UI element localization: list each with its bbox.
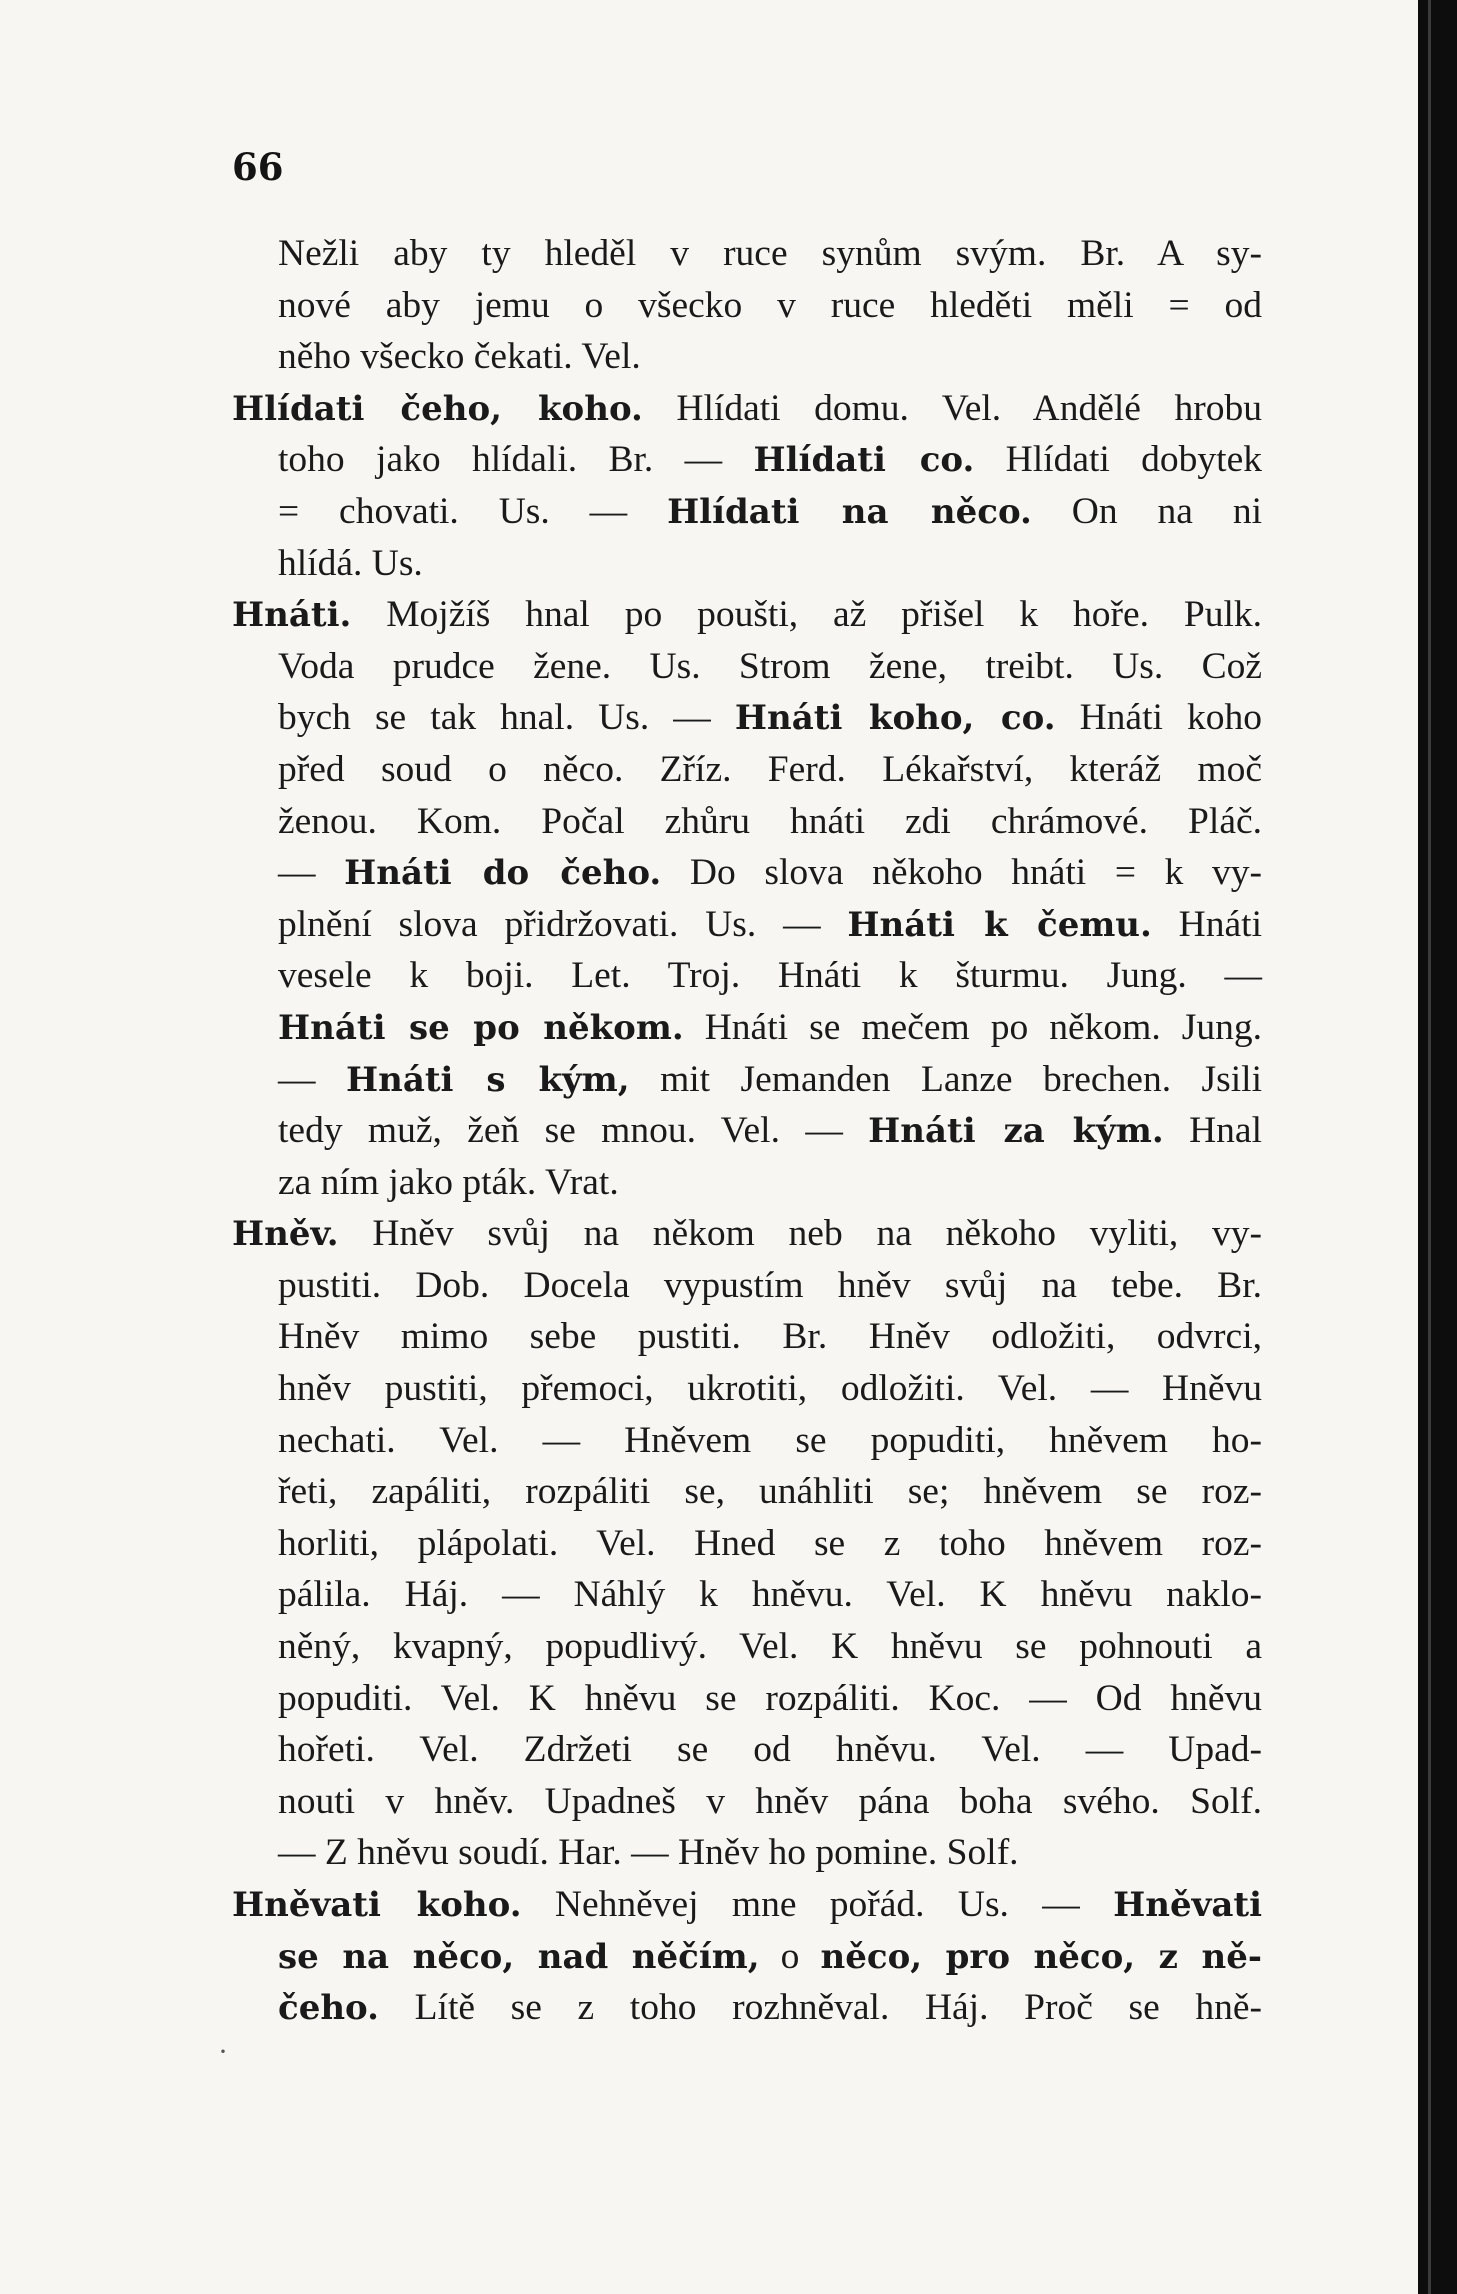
text-line [232, 1105, 1262, 1157]
text-line [232, 744, 1262, 796]
line-text: Hlídati dobytek [974, 439, 1262, 481]
headword: Hlídati na něco. [667, 491, 1032, 532]
headword: Hnáti do čeho. [344, 853, 662, 894]
line-text: Voda prudce žene. Us. Strom žene, treibt. Us. Což [278, 645, 1262, 687]
line-text: tedy muž, žeň se mnou. Vel. — [278, 1110, 869, 1152]
text-line [232, 1157, 1262, 1209]
text-line [232, 331, 1262, 383]
line-text: — [277, 1058, 346, 1100]
line-text: něho všecko čekati. Vel. [278, 336, 641, 378]
text-line [232, 1260, 1262, 1312]
text-line [232, 434, 1262, 486]
headword: Hnáti koho, co. [734, 698, 1056, 739]
line-text: hlídá. Us. [278, 542, 423, 584]
headword: čeho. [278, 1988, 379, 2029]
line-text: On na ni [1031, 490, 1262, 532]
text-line [232, 280, 1262, 332]
line-text: = chovati. Us. — [278, 490, 668, 532]
line-text: o [759, 1935, 821, 1977]
entry-headline [232, 1879, 1262, 1931]
headword: Hlídati co. [753, 440, 975, 481]
headword: Hněv. [232, 1214, 339, 1255]
line-text: horliti, plápolati. Vel. Hned se z toho hněvem roz- [278, 1522, 1262, 1564]
text-line [232, 692, 1262, 744]
line-text: Hněv svůj na někom neb na někoho vyliti, vy- [338, 1213, 1262, 1255]
text-line [232, 1724, 1262, 1776]
text-line [232, 847, 1262, 899]
headword: Hněvati [1113, 1885, 1262, 1925]
text-line [232, 1002, 1262, 1054]
line-text: Lítě se z toho rozhněval. Háj. Proč se hně- [378, 1987, 1262, 2029]
headword: Hnáti s kým, [345, 1059, 630, 1100]
line-text: bych se tak hnal. Us. — [278, 697, 735, 739]
text-line [232, 486, 1262, 538]
headword: se na něco, nad něčím, [277, 1936, 760, 1977]
text-line [232, 538, 1262, 590]
headword: Hnáti. [232, 595, 352, 636]
text-line [232, 1054, 1262, 1106]
dictionary-text [232, 228, 1262, 2034]
line-text: pustiti. Dob. Docela vypustím hněv svůj na tebe. Br. [278, 1264, 1262, 1306]
line-text: něný, kvapný, popudlivý. Vel. K hněvu se pohnouti a [278, 1626, 1262, 1668]
scan-edge-border [1418, 0, 1457, 2294]
text-line [232, 1827, 1262, 1879]
line-text: před soud o něco. Zříz. Ferd. Lékařství, kteráž moč [278, 748, 1262, 790]
text-line [232, 1363, 1262, 1415]
line-text: Do slova někoho hnáti = k vy- [661, 852, 1262, 894]
text-line [232, 1311, 1262, 1363]
line-text: Hlídati domu. Vel. Andělé hrobu [642, 387, 1262, 429]
text-line [232, 1569, 1262, 1621]
entry-headline [232, 1208, 1262, 1260]
line-text: za ním jako pták. Vrat. [278, 1161, 619, 1203]
line-text: Hnáti koho [1055, 697, 1262, 739]
line-text: nechati. Vel. — Hněvem se popuditi, hněvem ho- [278, 1419, 1262, 1461]
line-text: Mojžíš hnal po poušti, až přišel k hoře. Pulk. [351, 594, 1262, 636]
text-line [232, 228, 1262, 280]
entry-headline [232, 383, 1262, 435]
line-text: popuditi. Vel. K hněvu se rozpáliti. Koc. — Od hněvu [278, 1677, 1262, 1719]
line-text: řeti, zapáliti, rozpáliti se, unáhliti se; hněvem se roz- [278, 1471, 1262, 1513]
line-text: mit Jemanden Lanze brechen. Jsili [629, 1058, 1262, 1100]
text-line [232, 950, 1262, 1002]
line-text: plnění slova přidržovati. Us. — [278, 903, 848, 945]
text-line [232, 641, 1262, 693]
text-line [232, 1776, 1262, 1828]
line-text: Hněv mimo sebe pustiti. Br. Hněv odložiti, odvrci, [278, 1316, 1262, 1358]
line-text: nouti v hněv. Upadneš v hněv pána boha svého. Solf. [278, 1780, 1262, 1822]
line-text: hněv pustiti, přemoci, ukrotiti, odložiti. Vel. — Hněvu [278, 1368, 1262, 1410]
line-text: Hnáti [1151, 903, 1262, 945]
text-line [232, 1673, 1262, 1725]
text-line [232, 1931, 1262, 1983]
line-text: Nehněvej mne pořád. Us. — [521, 1884, 1114, 1925]
text-line [232, 1518, 1262, 1570]
text-line [232, 796, 1262, 848]
text-line [232, 1466, 1262, 1518]
line-text: Hnáti se mečem po někom. Jung. [683, 1006, 1262, 1048]
headword: něco, pro něco, z ně- [820, 1936, 1262, 1977]
headword: Hněvati koho. [232, 1885, 522, 1925]
text-line [232, 1415, 1262, 1467]
headword: Hnáti k čemu. [847, 904, 1152, 945]
line-text: Nežli aby ty hleděl v ruce synům svým. Br. A sy- [278, 233, 1262, 274]
headword: Hnáti za kým. [868, 1111, 1164, 1152]
line-text: ženou. Kom. Počal zhůru hnáti zdi chrámové. Pláč. [278, 800, 1262, 842]
text-line [232, 1621, 1262, 1673]
line-text: toho jako hlídali. Br. — [278, 439, 754, 481]
line-text: — [278, 852, 345, 894]
entry-headline [232, 589, 1262, 641]
page-number: 66 [232, 145, 284, 189]
margin-mark: · [218, 2035, 228, 2068]
text-line [232, 899, 1262, 951]
headword: Hnáti se po někom. [278, 1007, 684, 1048]
text-line [232, 1982, 1262, 2034]
line-text: nové aby jemu o všecko v ruce hleděti měli = od [278, 284, 1262, 326]
line-text: vesele k boji. Let. Troj. Hnáti k šturmu. Jung. — [278, 955, 1262, 997]
line-text: hořeti. Vel. Zdržeti se od hněvu. Vel. — Upad- [278, 1729, 1262, 1771]
line-text: — Z hněvu soudí. Har. — Hněv ho pomine. Solf. [278, 1832, 1019, 1874]
line-text: pálila. Háj. — Náhlý k hněvu. Vel. K hněvu naklo- [278, 1574, 1262, 1616]
line-text: Hnal [1163, 1110, 1262, 1152]
headword: Hlídati čeho, koho. [232, 388, 643, 429]
